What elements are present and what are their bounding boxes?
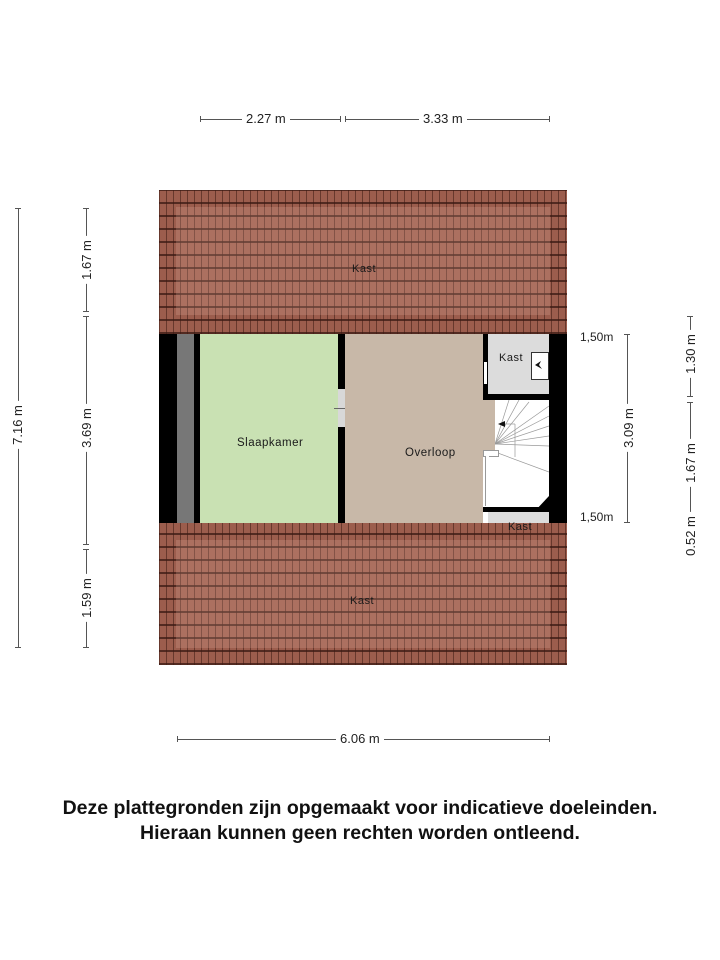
room-label-kast-top: Kast bbox=[352, 263, 377, 275]
height-label-bottom: 1,50m bbox=[580, 510, 614, 524]
dim-label-right-1: 1.30 m bbox=[684, 330, 698, 378]
knee-wall-strip bbox=[177, 334, 194, 523]
boiler-icon bbox=[532, 353, 546, 377]
dim-label-left-3: 1.59 m bbox=[80, 574, 94, 622]
room-label-overloop: Overloop bbox=[405, 447, 456, 459]
roof-inner-area bbox=[176, 207, 550, 315]
room-slaapkamer bbox=[200, 334, 338, 523]
dim-label-top-left: 2.27 m bbox=[242, 112, 290, 126]
roof-inner-area bbox=[176, 540, 550, 648]
roof-kast-bottom bbox=[159, 523, 567, 665]
dim-tick bbox=[83, 647, 89, 648]
height-label-top: 1,50m bbox=[580, 330, 614, 344]
staircase bbox=[495, 400, 549, 511]
wall-partition-upper bbox=[338, 334, 345, 389]
overloop-extension bbox=[483, 400, 495, 450]
wall-right-outer bbox=[549, 334, 567, 523]
dim-tick bbox=[687, 396, 693, 397]
disclaimer-line-1: Deze plattegronden zijn opgemaakt voor indicatieve doeleinden. bbox=[62, 797, 658, 819]
dim-label-right-3: 0.52 m bbox=[684, 512, 698, 560]
stair-railing-side bbox=[485, 456, 489, 506]
dim-tick bbox=[549, 736, 550, 742]
wall-partition-lower bbox=[338, 427, 345, 523]
dim-label-total-height: 7.16 m bbox=[11, 401, 25, 449]
dim-tick bbox=[83, 311, 89, 312]
dim-label-left-1: 1.67 m bbox=[80, 236, 94, 284]
roof-kast-top bbox=[159, 190, 567, 334]
dim-tick bbox=[83, 544, 89, 545]
boiler-unit bbox=[531, 352, 549, 380]
room-label-kast-bottom: Kast bbox=[350, 595, 375, 607]
dim-tick bbox=[340, 116, 341, 122]
dim-tick bbox=[15, 647, 21, 648]
dim-label-total-width: 6.06 m bbox=[336, 732, 384, 746]
disclaimer-line-2: Hieraan kunnen geen rechten worden ontleend. bbox=[140, 822, 580, 844]
dim-tick bbox=[549, 116, 550, 122]
room-label-slaapkamer: Slaapkamer bbox=[237, 437, 304, 449]
room-label-kast-right-top: Kast bbox=[499, 352, 524, 364]
dim-label-left-2: 3.69 m bbox=[80, 404, 94, 452]
room-overloop bbox=[345, 334, 483, 523]
dim-label-right-2: 1.67 m bbox=[684, 439, 698, 487]
room-label-kast-right-bottom: Kast bbox=[508, 521, 533, 533]
door-kast[interactable] bbox=[484, 362, 487, 384]
dim-label-top-right: 3.33 m bbox=[419, 112, 467, 126]
dim-tick bbox=[624, 522, 630, 523]
wall-left-outer bbox=[159, 334, 177, 523]
dim-label-right-inner: 3.09 m bbox=[622, 404, 636, 452]
stairs-icon bbox=[495, 400, 549, 511]
